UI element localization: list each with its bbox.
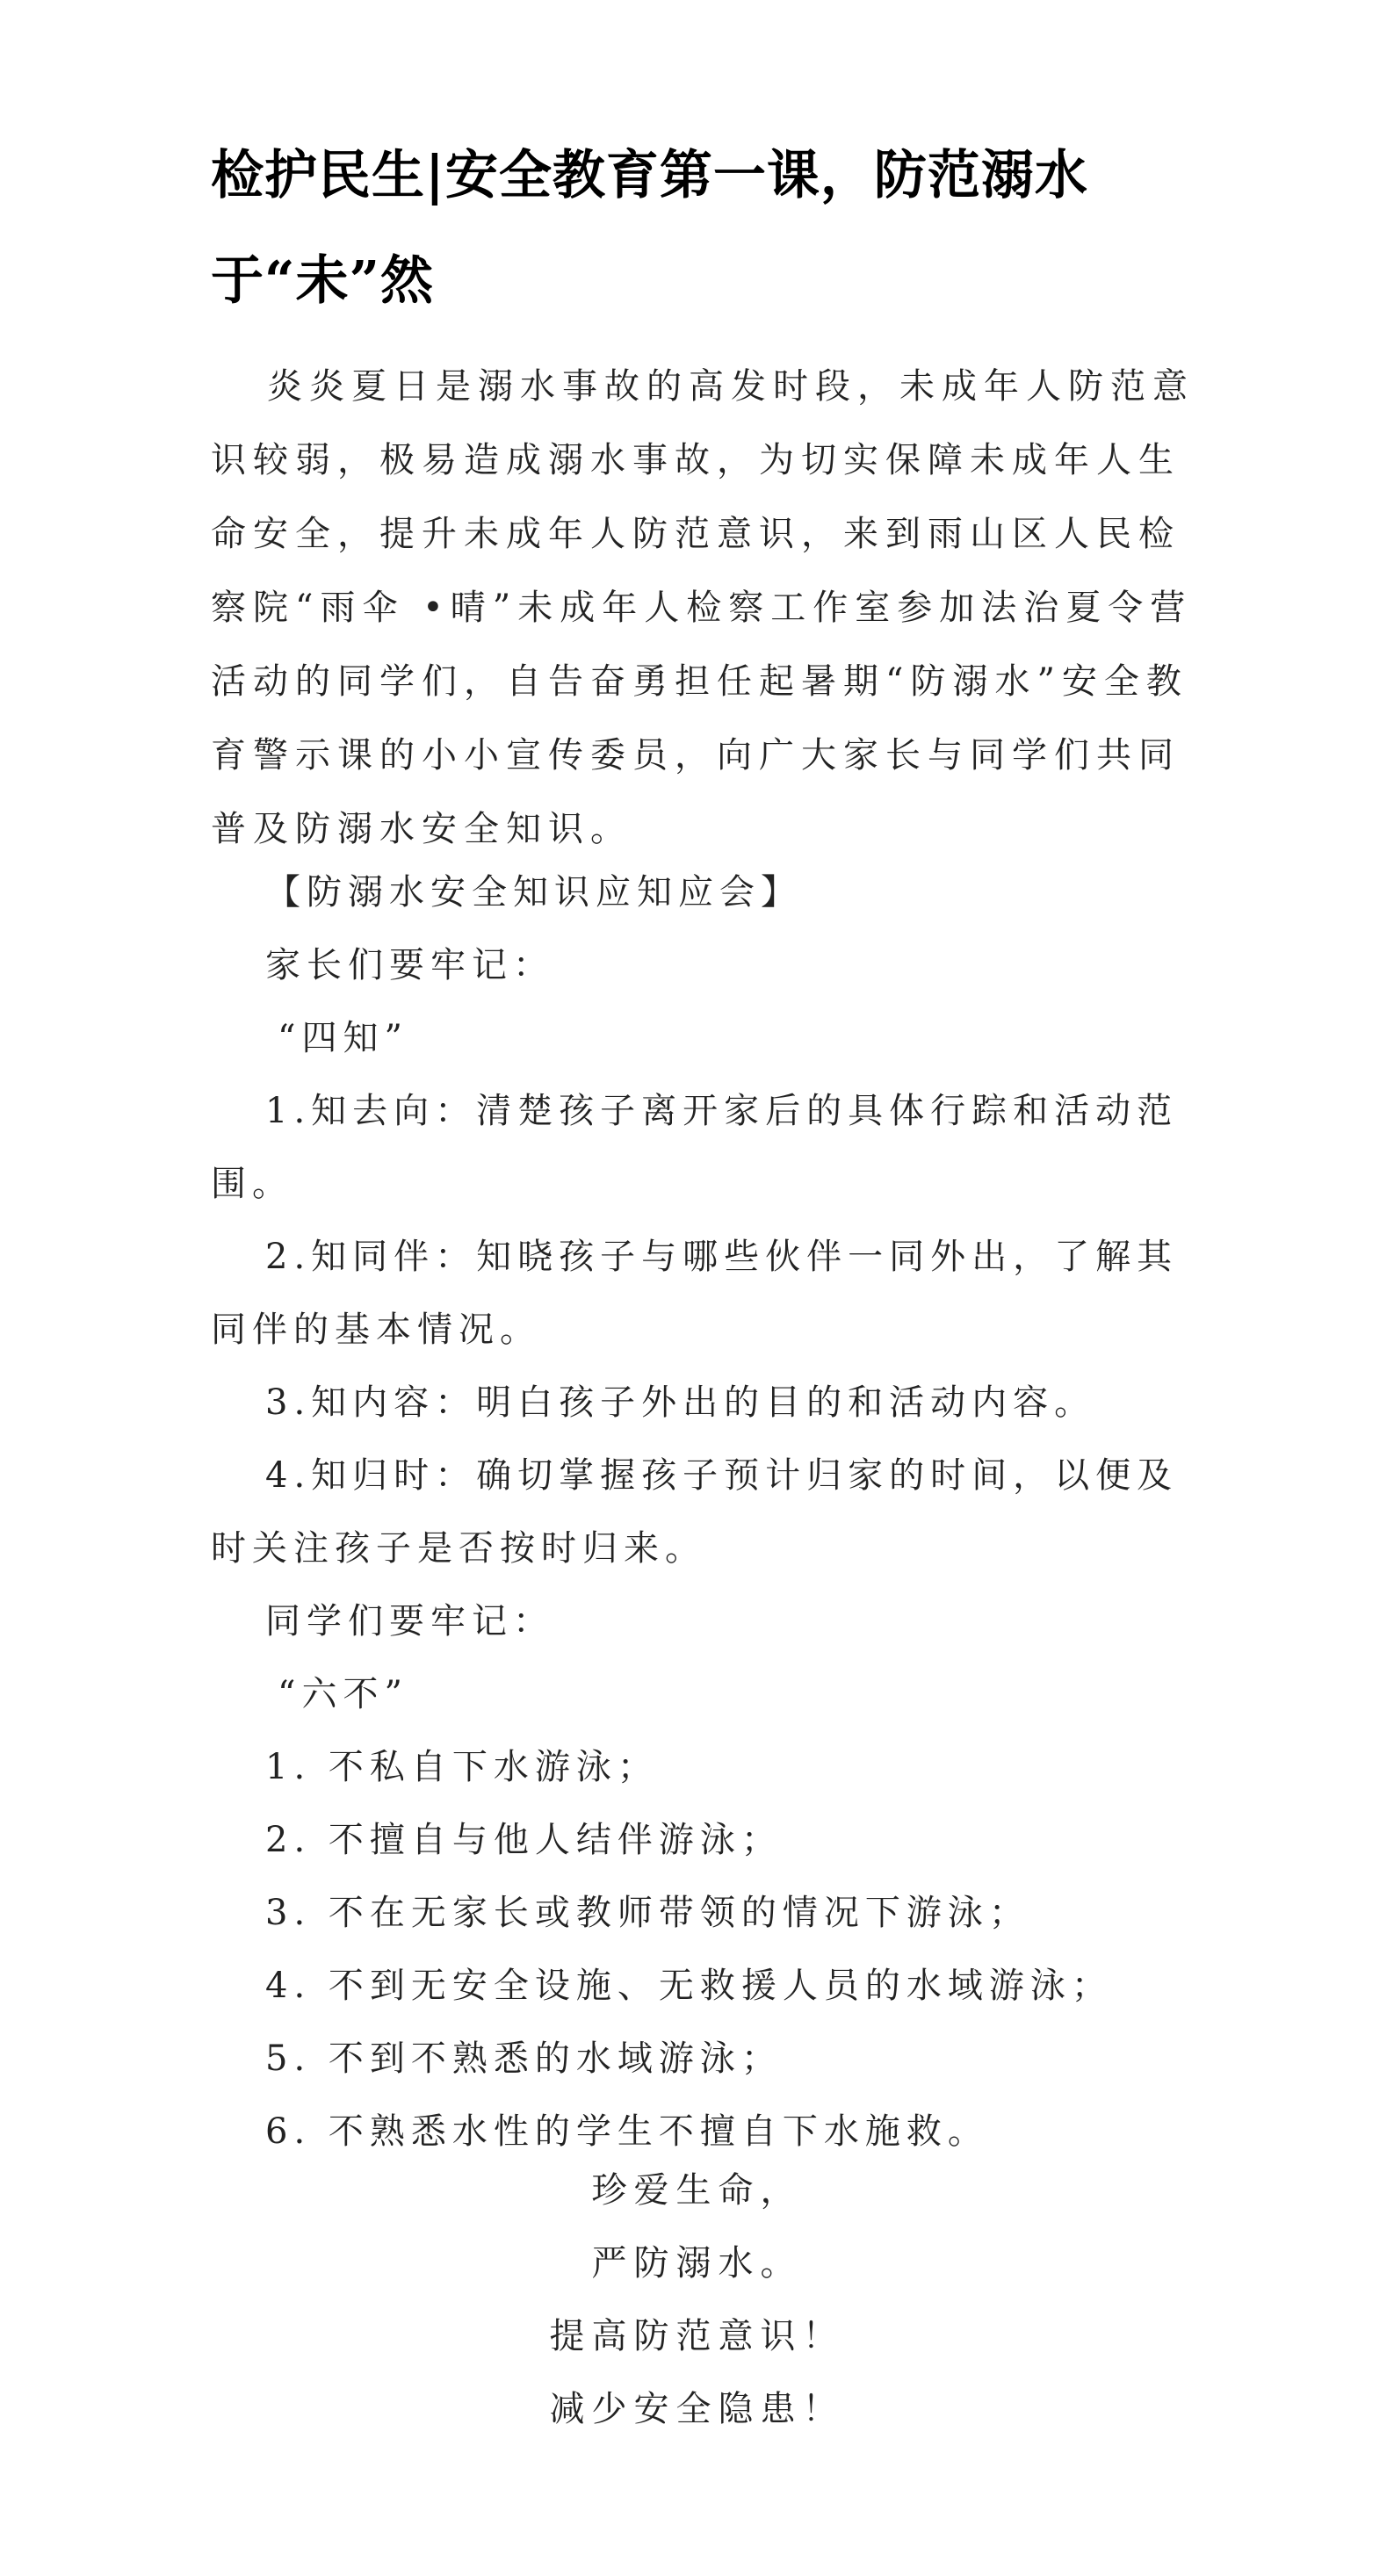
closing-line-4: 减少安全隐患！ <box>549 2389 845 2429</box>
students-item-2: 2. 不擅自与他人结伴游泳； <box>265 1820 783 1860</box>
students-item-1: 1. 不私自下水游泳； <box>265 1747 659 1787</box>
parents-item-2: 2.知同伴：知晓孩子与哪些伙伴一同外出，了解其同伴的基本情况。 <box>211 1237 1179 1350</box>
intro-paragraph: 炎炎夏日是溺水事故的高发时段，未成年人防范意识较弱，极易造成溺水事故，为切实保障未成年人生命安全，提升未成年人防范意识，来到雨山区人民检察院“雨伞 •晴”未成年人检察工作室参加法治夏令营活动的同学们，自告奋勇担任起暑期“防溺水”安全教育警示课的小小宣传委员，向广大家长与同学们共同普及防溺水安全知识。 <box>211 366 1195 849</box>
students-heading: 同学们要牢记： <box>265 1601 554 1642</box>
students-item-5: 5. 不到不熟悉的水域游泳； <box>265 2038 783 2079</box>
parents-item-1: 1.知去向：清楚孩子离开家后的具体行踪和活动范围。 <box>211 1091 1179 1204</box>
closing-line-1: 珍爱生命， <box>591 2170 803 2211</box>
safety-knowledge-section <box>211 856 1195 2168</box>
closing-slogan <box>0 2154 1394 2446</box>
knowledge-heading: 【防溺水安全知识应知应会】 <box>265 872 802 913</box>
parents-heading: 家长们要牢记： <box>265 945 554 985</box>
students-item-6: 6. 不熟悉水性的学生不擅自下水施救。 <box>265 2111 989 2152</box>
students-item-3: 3. 不在无家长或教师带领的情况下游泳； <box>265 1893 1030 1933</box>
parents-item-4: 4.知归时：确切掌握孩子预计归家的时间，以便及时关注孩子是否按时归来。 <box>211 1455 1179 1569</box>
closing-line-3: 提高防范意识！ <box>549 2316 845 2356</box>
article-title: 检护民生|安全教育第一课，防范溺水于“未”然 <box>211 145 1088 312</box>
parents-item-3: 3.知内容：明白孩子外出的目的和活动内容。 <box>265 1382 1096 1423</box>
parents-subheading: “四知” <box>278 1018 408 1058</box>
closing-line-2: 严防溺水。 <box>591 2243 803 2284</box>
students-item-4: 4. 不到无安全设施、无救援人员的水域游泳； <box>265 1966 1113 2006</box>
students-subheading: “六不” <box>278 1674 408 1714</box>
